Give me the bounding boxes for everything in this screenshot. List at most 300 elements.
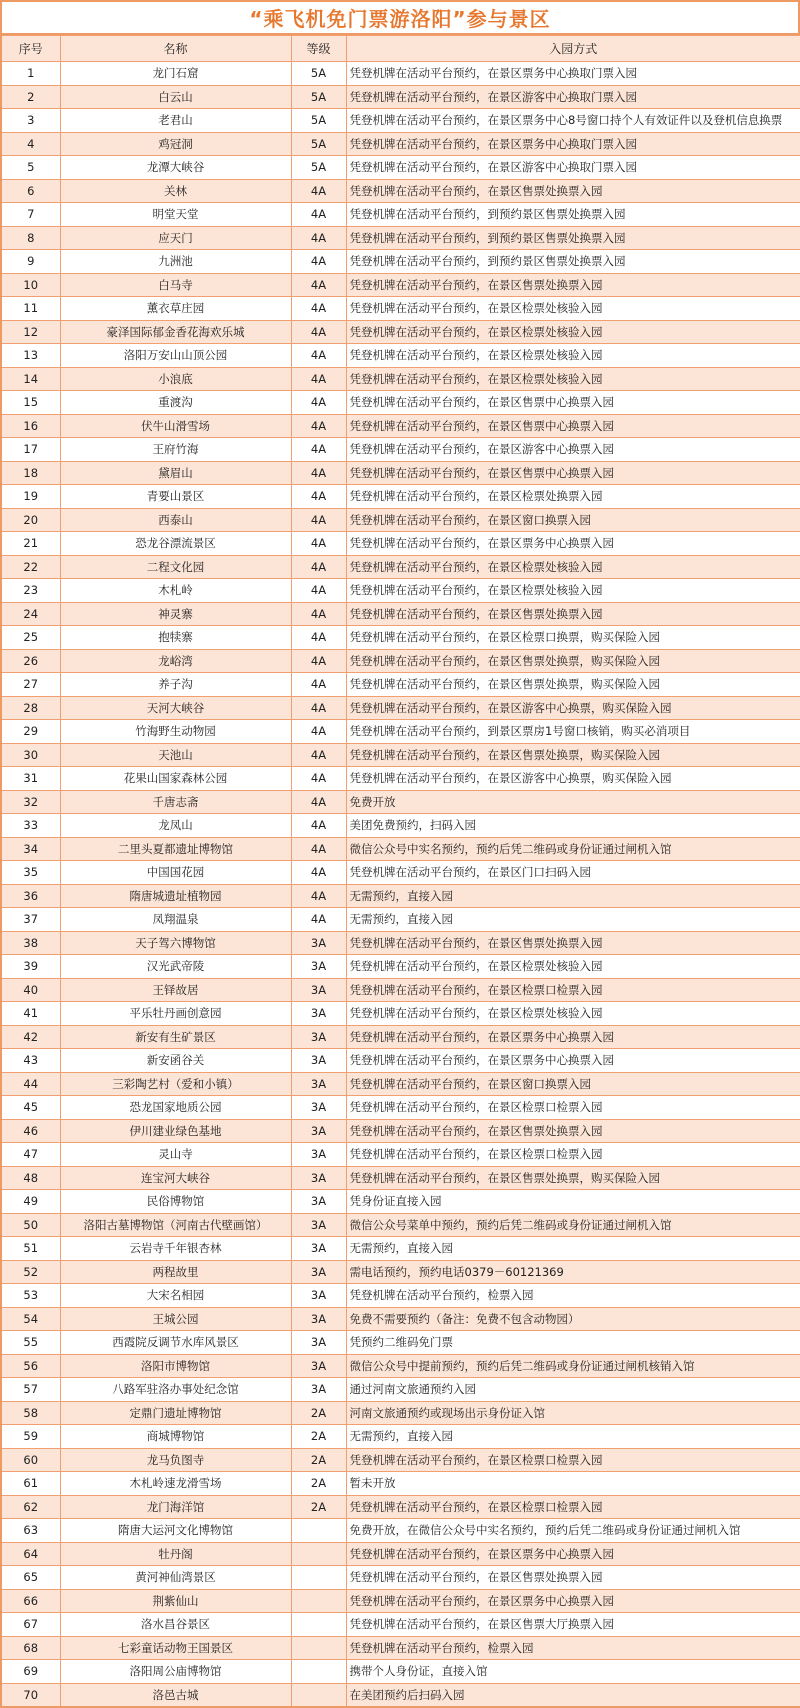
cell-index: 34 [1,837,60,861]
cell-name: 老君山 [60,109,291,133]
cell-index: 63 [1,1519,60,1543]
cell-level: 3A [291,1166,346,1190]
cell-index: 46 [1,1119,60,1143]
cell-entry-method: 凭预约二维码免门票 [346,1331,800,1355]
cell-name: 神灵寨 [60,602,291,626]
table-row [1,1002,800,1026]
cell-entry-method: 凭登机牌在活动平台预约，在景区游客中心换取门票入园 [346,85,800,109]
header-level: 等级 [291,36,346,62]
cell-name: 新安函谷关 [60,1049,291,1073]
cell-level: 4A [291,250,346,274]
cell-entry-method: 凭登机牌在活动平台预约，在景区检票处核验入园 [346,955,800,979]
cell-entry-method: 微信公众号菜单中预约，预约后凭二维码或身份证通过闸机入馆 [346,1213,800,1237]
table-row [1,1589,800,1613]
cell-entry-method: 凭登机牌在活动平台预约，检票入园 [346,1636,800,1660]
cell-index: 31 [1,767,60,791]
cell-index: 38 [1,931,60,955]
cell-index: 10 [1,273,60,297]
cell-level: 4A [291,673,346,697]
cell-name: 中国国花园 [60,861,291,885]
cell-entry-method: 凭登机牌在活动平台预约，在景区窗口换票入园 [346,1072,800,1096]
cell-level: 4A [291,626,346,650]
cell-level: 4A [291,273,346,297]
cell-entry-method: 凭登机牌在活动平台预约，在景区票务中心换票入园 [346,1025,800,1049]
table-row [1,1284,800,1308]
cell-name: 木札岭 [60,579,291,603]
cell-index: 22 [1,555,60,579]
cell-name: 龙门海洋馆 [60,1495,291,1519]
scenic-spots-table [0,35,800,1708]
table-row [1,532,800,556]
cell-name: 鸡冠洞 [60,132,291,156]
cell-entry-method: 凭登机牌在活动平台预约，在景区检票处核验入园 [346,297,800,321]
cell-entry-method: 免费不需要预约（备注：免费不包含动物园） [346,1307,800,1331]
cell-index: 2 [1,85,60,109]
table-row [1,1448,800,1472]
cell-level: 4A [291,720,346,744]
table-row [1,649,800,673]
cell-entry-method: 携带个人身份证，直接入馆 [346,1660,800,1684]
cell-level: 3A [291,1260,346,1284]
table-row [1,790,800,814]
cell-level: 4A [291,179,346,203]
cell-name: 关林 [60,179,291,203]
cell-level [291,1589,346,1613]
table-row [1,673,800,697]
cell-level: 4A [291,837,346,861]
table-row [1,696,800,720]
cell-name: 西泰山 [60,508,291,532]
cell-level: 3A [291,1284,346,1308]
table-row [1,579,800,603]
cell-name: 应天门 [60,226,291,250]
table-row [1,626,800,650]
cell-index: 28 [1,696,60,720]
table-row [1,767,800,791]
cell-name: 恐龙国家地质公园 [60,1096,291,1120]
cell-entry-method: 凭登机牌在活动平台预约，在景区票务中心换取门票入园 [346,62,800,86]
table-row [1,1425,800,1449]
table-row [1,1190,800,1214]
cell-level: 3A [291,1237,346,1261]
cell-entry-method: 凭登机牌在活动平台预约，在景区游客中心换取门票入园 [346,156,800,180]
cell-entry-method: 凭登机牌在活动平台预约，在景区售票处换票入园 [346,179,800,203]
cell-level: 4A [291,743,346,767]
table-row [1,226,800,250]
cell-level: 4A [291,485,346,509]
table-row [1,1331,800,1355]
cell-entry-method: 凭登机牌在活动平台预约，在景区检票口检票入园 [346,1096,800,1120]
cell-name: 王铎故居 [60,978,291,1002]
table-row [1,602,800,626]
cell-name: 恐龙谷漂流景区 [60,532,291,556]
cell-level [291,1636,346,1660]
cell-index: 43 [1,1049,60,1073]
cell-index: 61 [1,1472,60,1496]
cell-index: 65 [1,1566,60,1590]
cell-level: 4A [291,226,346,250]
cell-index: 64 [1,1542,60,1566]
cell-entry-method: 凭登机牌在活动平台预约，在景区检票处核验入园 [346,1002,800,1026]
cell-level: 4A [291,203,346,227]
page-title: “乘飞机免门票游洛阳”参与景区 [0,0,800,35]
cell-entry-method: 凭登机牌在活动平台预约，在景区门口扫码入园 [346,861,800,885]
cell-entry-method: 凭登机牌在活动平台预约，在景区游客中心换票，购买保险入园 [346,696,800,720]
cell-index: 13 [1,344,60,368]
cell-entry-method: 凭登机牌在活动平台预约，在景区票务中心换票入园 [346,1589,800,1613]
cell-entry-method: 凭登机牌在活动平台预约，在景区售票处换票入园 [346,602,800,626]
cell-name: 王城公园 [60,1307,291,1331]
table-row [1,109,800,133]
cell-index: 37 [1,908,60,932]
table-row [1,1237,800,1261]
cell-level: 3A [291,1119,346,1143]
cell-name: 天子驾六博物馆 [60,931,291,955]
cell-entry-method: 微信公众号中提前预约，预约后凭二维码或身份证通过闸机核销入馆 [346,1354,800,1378]
cell-level: 4A [291,649,346,673]
cell-index: 69 [1,1660,60,1684]
cell-name: 灵山寺 [60,1143,291,1167]
table-row [1,1683,800,1707]
cell-index: 40 [1,978,60,1002]
cell-entry-method: 凭登机牌在活动平台预约，在景区售票中心换票入园 [346,391,800,415]
cell-index: 32 [1,790,60,814]
table-row [1,273,800,297]
table-row [1,438,800,462]
cell-level: 3A [291,931,346,955]
cell-name: 伊川建业绿色基地 [60,1119,291,1143]
cell-name: 白马寺 [60,273,291,297]
cell-index: 7 [1,203,60,227]
cell-level: 2A [291,1472,346,1496]
cell-entry-method: 凭身份证直接入园 [346,1190,800,1214]
cell-level: 2A [291,1495,346,1519]
cell-entry-method: 凭登机牌在活动平台预约，在景区检票口换票，购买保险入园 [346,626,800,650]
cell-level: 4A [291,438,346,462]
table-row [1,1378,800,1402]
table-row [1,62,800,86]
cell-index: 25 [1,626,60,650]
cell-name: 隋唐城遗址植物园 [60,884,291,908]
cell-index: 21 [1,532,60,556]
cell-entry-method: 无需预约，直接入园 [346,1425,800,1449]
cell-entry-method: 凭登机牌在活动平台预约，在景区票务中心换取门票入园 [346,132,800,156]
cell-entry-method: 河南文旅通预约或现场出示身份证入馆 [346,1401,800,1425]
cell-name: 七彩童话动物王国景区 [60,1636,291,1660]
cell-level: 2A [291,1401,346,1425]
cell-level: 2A [291,1425,346,1449]
cell-level: 4A [291,391,346,415]
table-row [1,320,800,344]
table-row [1,1119,800,1143]
cell-name: 洛水昌谷景区 [60,1613,291,1637]
cell-entry-method: 通过河南文旅通预约入园 [346,1378,800,1402]
cell-index: 48 [1,1166,60,1190]
table-row [1,485,800,509]
cell-level: 4A [291,908,346,932]
cell-level: 5A [291,62,346,86]
cell-name: 汉光武帝陵 [60,955,291,979]
cell-index: 45 [1,1096,60,1120]
cell-entry-method: 凭登机牌在活动平台预约，在景区检票处核验入园 [346,320,800,344]
cell-level: 4A [291,532,346,556]
cell-level: 4A [291,297,346,321]
table-row [1,1213,800,1237]
cell-level: 3A [291,1190,346,1214]
cell-entry-method: 凭登机牌在活动平台预约，在景区检票处核验入园 [346,367,800,391]
table-row [1,884,800,908]
table-row [1,1025,800,1049]
cell-name: 天河大峡谷 [60,696,291,720]
cell-entry-method: 凭登机牌在活动平台预约，在景区检票口检票入园 [346,1495,800,1519]
cell-entry-method: 凭登机牌在活动平台预约，在景区售票处换票入园 [346,1119,800,1143]
cell-level: 4A [291,461,346,485]
table-row [1,297,800,321]
cell-level [291,1613,346,1637]
table-row [1,1166,800,1190]
cell-index: 56 [1,1354,60,1378]
cell-level: 5A [291,85,346,109]
cell-name: 三彩陶艺村（爱和小镇） [60,1072,291,1096]
cell-index: 58 [1,1401,60,1425]
cell-level [291,1542,346,1566]
cell-level [291,1660,346,1684]
cell-entry-method: 凭登机牌在活动平台预约，在景区票务中心8号窗口持个人有效证件以及登机信息换票 [346,109,800,133]
cell-level: 5A [291,109,346,133]
cell-level: 3A [291,1307,346,1331]
cell-level: 3A [291,1354,346,1378]
cell-index: 54 [1,1307,60,1331]
cell-level: 4A [291,320,346,344]
cell-name: 荆紫仙山 [60,1589,291,1613]
cell-index: 42 [1,1025,60,1049]
cell-entry-method: 微信公众号中实名预约，预约后凭二维码或身份证通过闸机入馆 [346,837,800,861]
cell-entry-method: 凭登机牌在活动平台预约，在景区检票处核验入园 [346,579,800,603]
cell-level: 3A [291,978,346,1002]
cell-entry-method: 凭登机牌在活动平台预约，在景区售票处换票入园 [346,1566,800,1590]
cell-entry-method: 无需预约，直接入园 [346,908,800,932]
table-row [1,132,800,156]
table-row [1,1307,800,1331]
table-row [1,1660,800,1684]
cell-index: 53 [1,1284,60,1308]
table-row [1,1495,800,1519]
cell-entry-method: 无需预约，直接入园 [346,1237,800,1261]
cell-index: 68 [1,1636,60,1660]
cell-level: 3A [291,1072,346,1096]
cell-level: 5A [291,156,346,180]
cell-level: 3A [291,1025,346,1049]
table-row [1,814,800,838]
cell-name: 商城博物馆 [60,1425,291,1449]
cell-name: 洛阳万安山山顶公园 [60,344,291,368]
cell-index: 23 [1,579,60,603]
cell-level: 4A [291,767,346,791]
cell-name: 新安有生矿景区 [60,1025,291,1049]
cell-entry-method: 无需预约，直接入园 [346,884,800,908]
cell-index: 62 [1,1495,60,1519]
cell-level: 4A [291,884,346,908]
cell-level: 3A [291,955,346,979]
cell-index: 44 [1,1072,60,1096]
cell-level: 3A [291,1002,346,1026]
cell-index: 4 [1,132,60,156]
cell-name: 竹海野生动物园 [60,720,291,744]
cell-name: 黄河神仙湾景区 [60,1566,291,1590]
table-row [1,1613,800,1637]
table-row [1,391,800,415]
cell-name: 洛阳周公庙博物馆 [60,1660,291,1684]
cell-entry-method: 在美团预约后扫码入园 [346,1683,800,1707]
cell-index: 18 [1,461,60,485]
header-entry-method: 入园方式 [346,36,800,62]
table-row [1,720,800,744]
cell-index: 16 [1,414,60,438]
cell-entry-method: 需电话预约，预约电话0379－60121369 [346,1260,800,1284]
cell-entry-method: 凭登机牌在活动平台预约，到预约景区售票处换票入园 [346,203,800,227]
cell-entry-method: 凭登机牌在活动平台预约，在景区检票处核验入园 [346,344,800,368]
cell-index: 39 [1,955,60,979]
table-row [1,250,800,274]
cell-level: 3A [291,1331,346,1355]
table-row [1,1049,800,1073]
cell-name: 连宝河大峡谷 [60,1166,291,1190]
table-row [1,978,800,1002]
cell-index: 47 [1,1143,60,1167]
cell-index: 60 [1,1448,60,1472]
table-row [1,344,800,368]
cell-level: 4A [291,555,346,579]
cell-name: 花果山国家森林公园 [60,767,291,791]
table-row [1,1143,800,1167]
table-row [1,1354,800,1378]
cell-index: 5 [1,156,60,180]
header-index: 序号 [1,36,60,62]
cell-index: 6 [1,179,60,203]
cell-name: 两程故里 [60,1260,291,1284]
cell-entry-method: 凭登机牌在活动平台预约，到预约景区售票处换票入园 [346,250,800,274]
cell-index: 49 [1,1190,60,1214]
table-row [1,367,800,391]
cell-level [291,1683,346,1707]
cell-name: 豪泽国际郁金香花海欢乐城 [60,320,291,344]
cell-entry-method: 凭登机牌在活动平台预约，在景区票务中心换票入园 [346,1049,800,1073]
cell-index: 33 [1,814,60,838]
table-row [1,1096,800,1120]
cell-name: 木札岭速龙滑雪场 [60,1472,291,1496]
cell-name: 二里头夏都遗址博物馆 [60,837,291,861]
cell-name: 重渡沟 [60,391,291,415]
cell-entry-method: 凭登机牌在活动平台预约，在景区游客中心换票，购买保险入园 [346,767,800,791]
cell-index: 55 [1,1331,60,1355]
cell-entry-method: 凭登机牌在活动平台预约，在景区售票处换票入园 [346,273,800,297]
cell-index: 57 [1,1378,60,1402]
table-row [1,1260,800,1284]
cell-entry-method: 凭登机牌在活动平台预约，在景区游客中心换票入园 [346,438,800,462]
cell-index: 27 [1,673,60,697]
cell-entry-method: 凭登机牌在活动平台预约，在景区售票处换票入园 [346,931,800,955]
table-row [1,861,800,885]
cell-level: 3A [291,1143,346,1167]
cell-entry-method: 凭登机牌在活动平台预约，在景区售票处换票，购买保险入园 [346,743,800,767]
cell-entry-method: 凭登机牌在活动平台预约，在景区检票口检票入园 [346,1448,800,1472]
cell-entry-method: 凭登机牌在活动平台预约，到景区票房1号窗口核销，购买必消项目 [346,720,800,744]
cell-level: 3A [291,1213,346,1237]
table-row [1,837,800,861]
cell-name: 龙峪湾 [60,649,291,673]
cell-index: 11 [1,297,60,321]
cell-level: 4A [291,790,346,814]
cell-index: 52 [1,1260,60,1284]
cell-entry-method: 凭登机牌在活动平台预约，在景区售票中心换票入园 [346,414,800,438]
cell-entry-method: 凭登机牌在活动平台预约，在景区售票中心换票入园 [346,461,800,485]
cell-entry-method: 凭登机牌在活动平台预约，在景区票务中心换票入园 [346,1542,800,1566]
cell-entry-method: 凭登机牌在活动平台预约，在景区售票处换票，购买保险入园 [346,649,800,673]
cell-level: 3A [291,1378,346,1402]
cell-index: 51 [1,1237,60,1261]
cell-name: 龙潭大峡谷 [60,156,291,180]
table-row [1,1566,800,1590]
cell-entry-method: 凭登机牌在活动平台预约，在景区检票处核验入园 [346,555,800,579]
cell-name: 定鼎门遗址博物馆 [60,1401,291,1425]
cell-index: 9 [1,250,60,274]
cell-name: 黛眉山 [60,461,291,485]
cell-level: 4A [291,696,346,720]
cell-name: 龙马负图寺 [60,1448,291,1472]
cell-index: 59 [1,1425,60,1449]
cell-name: 牡丹阁 [60,1542,291,1566]
cell-index: 30 [1,743,60,767]
cell-entry-method: 凭登机牌在活动平台预约，在景区检票处换票入园 [346,485,800,509]
cell-entry-method: 凭登机牌在活动平台预约，在景区检票口检票入园 [346,1143,800,1167]
cell-index: 50 [1,1213,60,1237]
cell-entry-method: 凭登机牌在活动平台预约，到预约景区售票处换票入园 [346,226,800,250]
cell-index: 26 [1,649,60,673]
table-row [1,1519,800,1543]
cell-name: 平乐牡丹画创意园 [60,1002,291,1026]
cell-entry-method: 凭登机牌在活动平台预约，在景区窗口换票入园 [346,508,800,532]
cell-index: 3 [1,109,60,133]
cell-index: 8 [1,226,60,250]
table-row [1,955,800,979]
cell-name: 王府竹海 [60,438,291,462]
cell-name: 天池山 [60,743,291,767]
cell-level: 2A [291,1448,346,1472]
table-row [1,156,800,180]
cell-index: 20 [1,508,60,532]
cell-entry-method: 免费开放，在微信公众号中实名预约，预约后凭二维码或身份证通过闸机入馆 [346,1519,800,1543]
cell-level: 3A [291,1096,346,1120]
table-row [1,743,800,767]
cell-name: 二程文化园 [60,555,291,579]
cell-level [291,1566,346,1590]
cell-name: 凤翔温泉 [60,908,291,932]
table-row [1,1472,800,1496]
cell-index: 14 [1,367,60,391]
cell-name: 明堂天堂 [60,203,291,227]
cell-level: 4A [291,814,346,838]
cell-entry-method: 美团免费预约，扫码入园 [346,814,800,838]
cell-level: 3A [291,1049,346,1073]
cell-level: 4A [291,861,346,885]
cell-entry-method: 凭登机牌在活动平台预约，在景区售票处换票，购买保险入园 [346,1166,800,1190]
table-row [1,555,800,579]
cell-name: 薰衣草庄园 [60,297,291,321]
cell-index: 15 [1,391,60,415]
cell-level: 4A [291,579,346,603]
cell-index: 41 [1,1002,60,1026]
cell-name: 八路军驻洛办事处纪念馆 [60,1378,291,1402]
